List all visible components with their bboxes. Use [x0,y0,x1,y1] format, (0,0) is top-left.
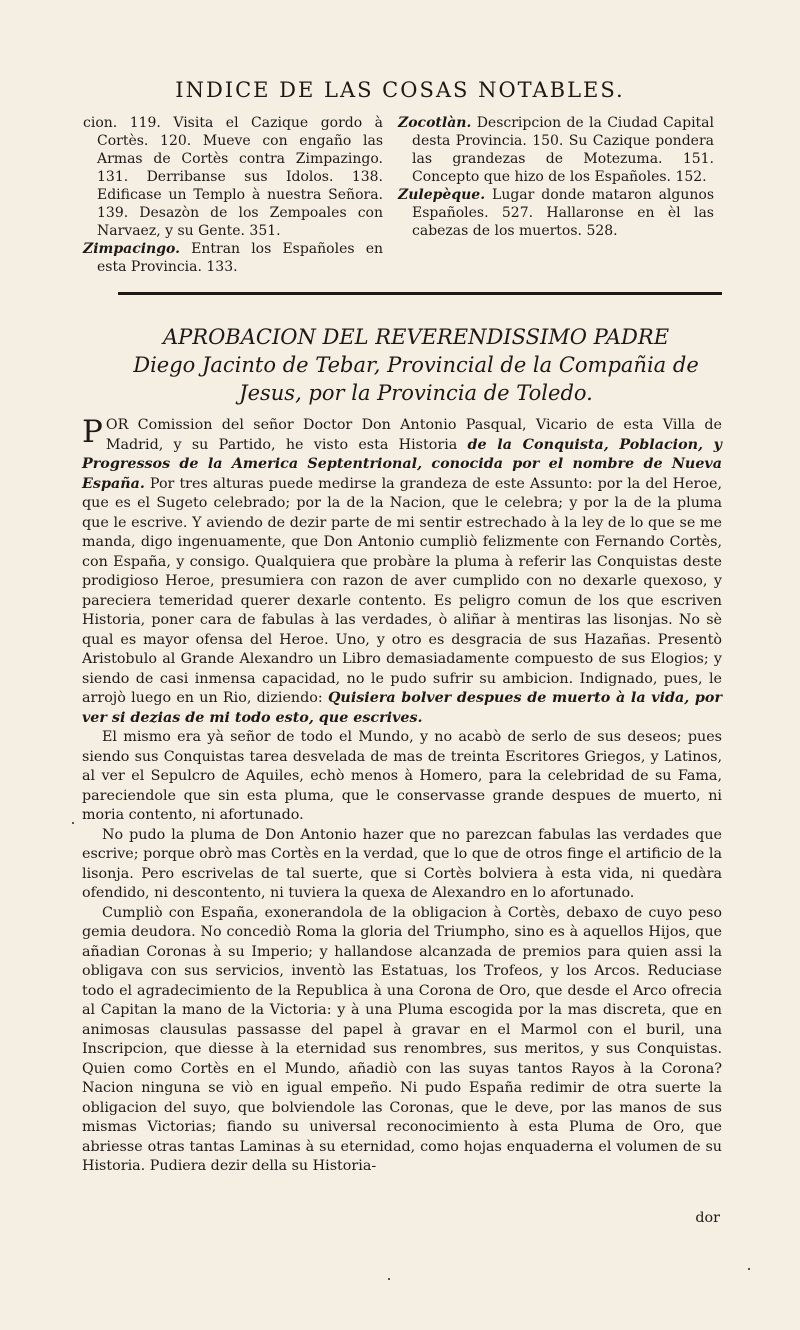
index-entry-text: Entran los Españoles en esta Provincia. 133. [97,241,383,275]
index-column-left [83,114,383,276]
ink-speck [748,1268,750,1270]
alexander-quote: Quisiera bolver despues de muerto à la vida, por ver si dezias de mi todo esto, que escrives. [82,690,722,726]
paragraph-1-text-a: OR Comission del señor Doctor Don Antonio Pasqual, Vicario de esta Villa de Madrid, y su Partido, he visto esta Historia [105,417,722,453]
paragraph-3: No pudo la pluma de Don Antonio hazer que no parezcan fabulas las verdades que escrive; porque obrò mas Cortès en la verdad, que lo que de otros finge el artificio de la lisonja. Pero escrivelas de tal suerte, que si Cortès bolviera à esta vida, ni quedàra ofendido, ni descontento, ni tuviera la quexa de Alexandro en lo afortunado. [82,826,722,901]
catchword: dor [695,1210,720,1226]
paragraph-1-text-b: Por tres alturas puede medirse la grandeza de este Assunto: por la del Heroe, que es el Sugeto celebrado; por la de la Nacion, que le celebra; y por la de la pluma que le escrive. Y aviendo de dezir parte de mi sentir estrechado à la ley de lo que se me manda, digo ingenuamente, que Don Antonio cumpliò felizmente con Fernando Cortès, con España, y consigo. Qualquiera que probàre la pluma à referir las Conquistas deste prodigioso Heroe, presumiera con razon de aver cumplido con no dexarle quexoso, y pareciera temeridad querer dexarle contento. Es peligro comun de los que escriven Historia, poner cara de fabulas à las verdades, ò aliñar à mentiras las lisonjas. No sè qual es mayor ofensa del Heroe. Uno, y otro es desgracia de sus Hazañas. Presentò Aristobulo al Grande Alexandro un Libro demasiadamente compuesto de sus Elogios; y siendo de casi inmensa capacidad, no le pudo sufrir su ambicion. Indignado, pues, le arrojò luego en un Rio, diziendo: [82,475,722,706]
index-column-right [398,114,714,240]
index-entry-zulepeque [398,186,714,240]
ink-speck [72,822,74,824]
book-title-italic: de la Conquista, Poblacion, y Progressos de la America Septentrional, conocida por el nombre de Nueva España. [82,436,722,492]
title-line-3: Jesus, por la Provincia de Toledo. [239,381,593,405]
section-divider [118,292,722,295]
index-entry-zempoala-cont: cion. 119. Visita el Cazique gordo à Cortès. 120. Mueve con engaño las Armas de Cortès contra Zimpazingo. 131. Derribanse sus Idolos. 138. Edificase un Templo à nuestra Señora. 139. Desazòn de los Zempoales con Narvaez, y su Gente. 351. [83,115,383,239]
paragraph-2: El mismo era yà señor de todo el Mundo, y no acabò de serlo de sus deseos; pues siendo sus Conquistas tarea desvelada de mas de treinta Escritores Griegos, y Latinos, al ver el Sepulcro de Aquiles, echò menos à Homero, para la celebridad de su Fama, pareciendole que sin esta pluma, que le conservasse grande despues de muerto, ni moria contento, ni afortunado. [82,729,722,823]
approbation-title [96,323,736,407]
paragraph-4: Cumpliò con España, exonerandola de la obligacion à Cortès, debaxo de cuyo peso gemia deudora. No concediò Roma la gloria del Triumpho, sino es à aquellos Hijos, que añadian Coronas à su Imperio; y hallandose alcanzada de premios para quien assi la obligava con sus servicios, inventò las Estatuas, los Trofeos, y los Arcos. Reduciase todo el agradecimiento de la Republica à una Corona de Oro, que desde el Arco ofrecia al Capitan la mano de la Victoria: y à una Pluma escogida por la mas discreta, que en animosas clausulas passasse del papel à gravar en el Marmol con el buril, una Inscripcion, que diesse à la eternidad sus renombres, sus meritos, y sus Conquistas. Quien como Cortès en el Mundo, añadiò con las suyas tantos Rayos à la Corona? Nacion ninguna se viò en igual empeño. Ni pudo España redimir de otra suerte la obligacion del suyo, que bolviendole las Coronas, que le deve, por las manos de sus mismas Victorias; fiando su universal reconocimiento à esta Pluma de Oro, que abriesse otras tantas Laminas à su eternidad, como hojas enquaderna el volumen de su Historia. Pudiera dezir della su Historia- [82,904,722,1174]
title-line-1: APROBACION DEL REVERENDISSIMO PADRE [162,325,670,349]
index-term: Zulepèque. [398,187,486,203]
index-term: Zimpacingo. [83,241,180,257]
index-term: Zocotlàn. [398,115,472,131]
index-entry-text: Descripcion de la Ciudad Capital desta Provincia. 150. Su Cazique pondera las grandezas de Motezuma. 151. Concepto que hizo de los Españoles. 152. [412,115,714,185]
index-entry-zocotlan [398,114,714,186]
approbation-body [82,416,722,1177]
ink-speck [388,1278,390,1280]
title-line-2: Diego Jacinto de Tebar, Provincial de la Compañia de [133,353,699,377]
index-entry-zimpacingo [83,240,383,276]
index-entry-text: Lugar donde mataron algunos Españoles. 527. Hallaronse en èl las cabezas de los muertos. 528. [412,187,714,239]
drop-cap: P [82,414,103,450]
running-head: INDICE DE LAS COSAS NOTABLES. [175,78,625,102]
paragraph-1 [82,416,722,728]
